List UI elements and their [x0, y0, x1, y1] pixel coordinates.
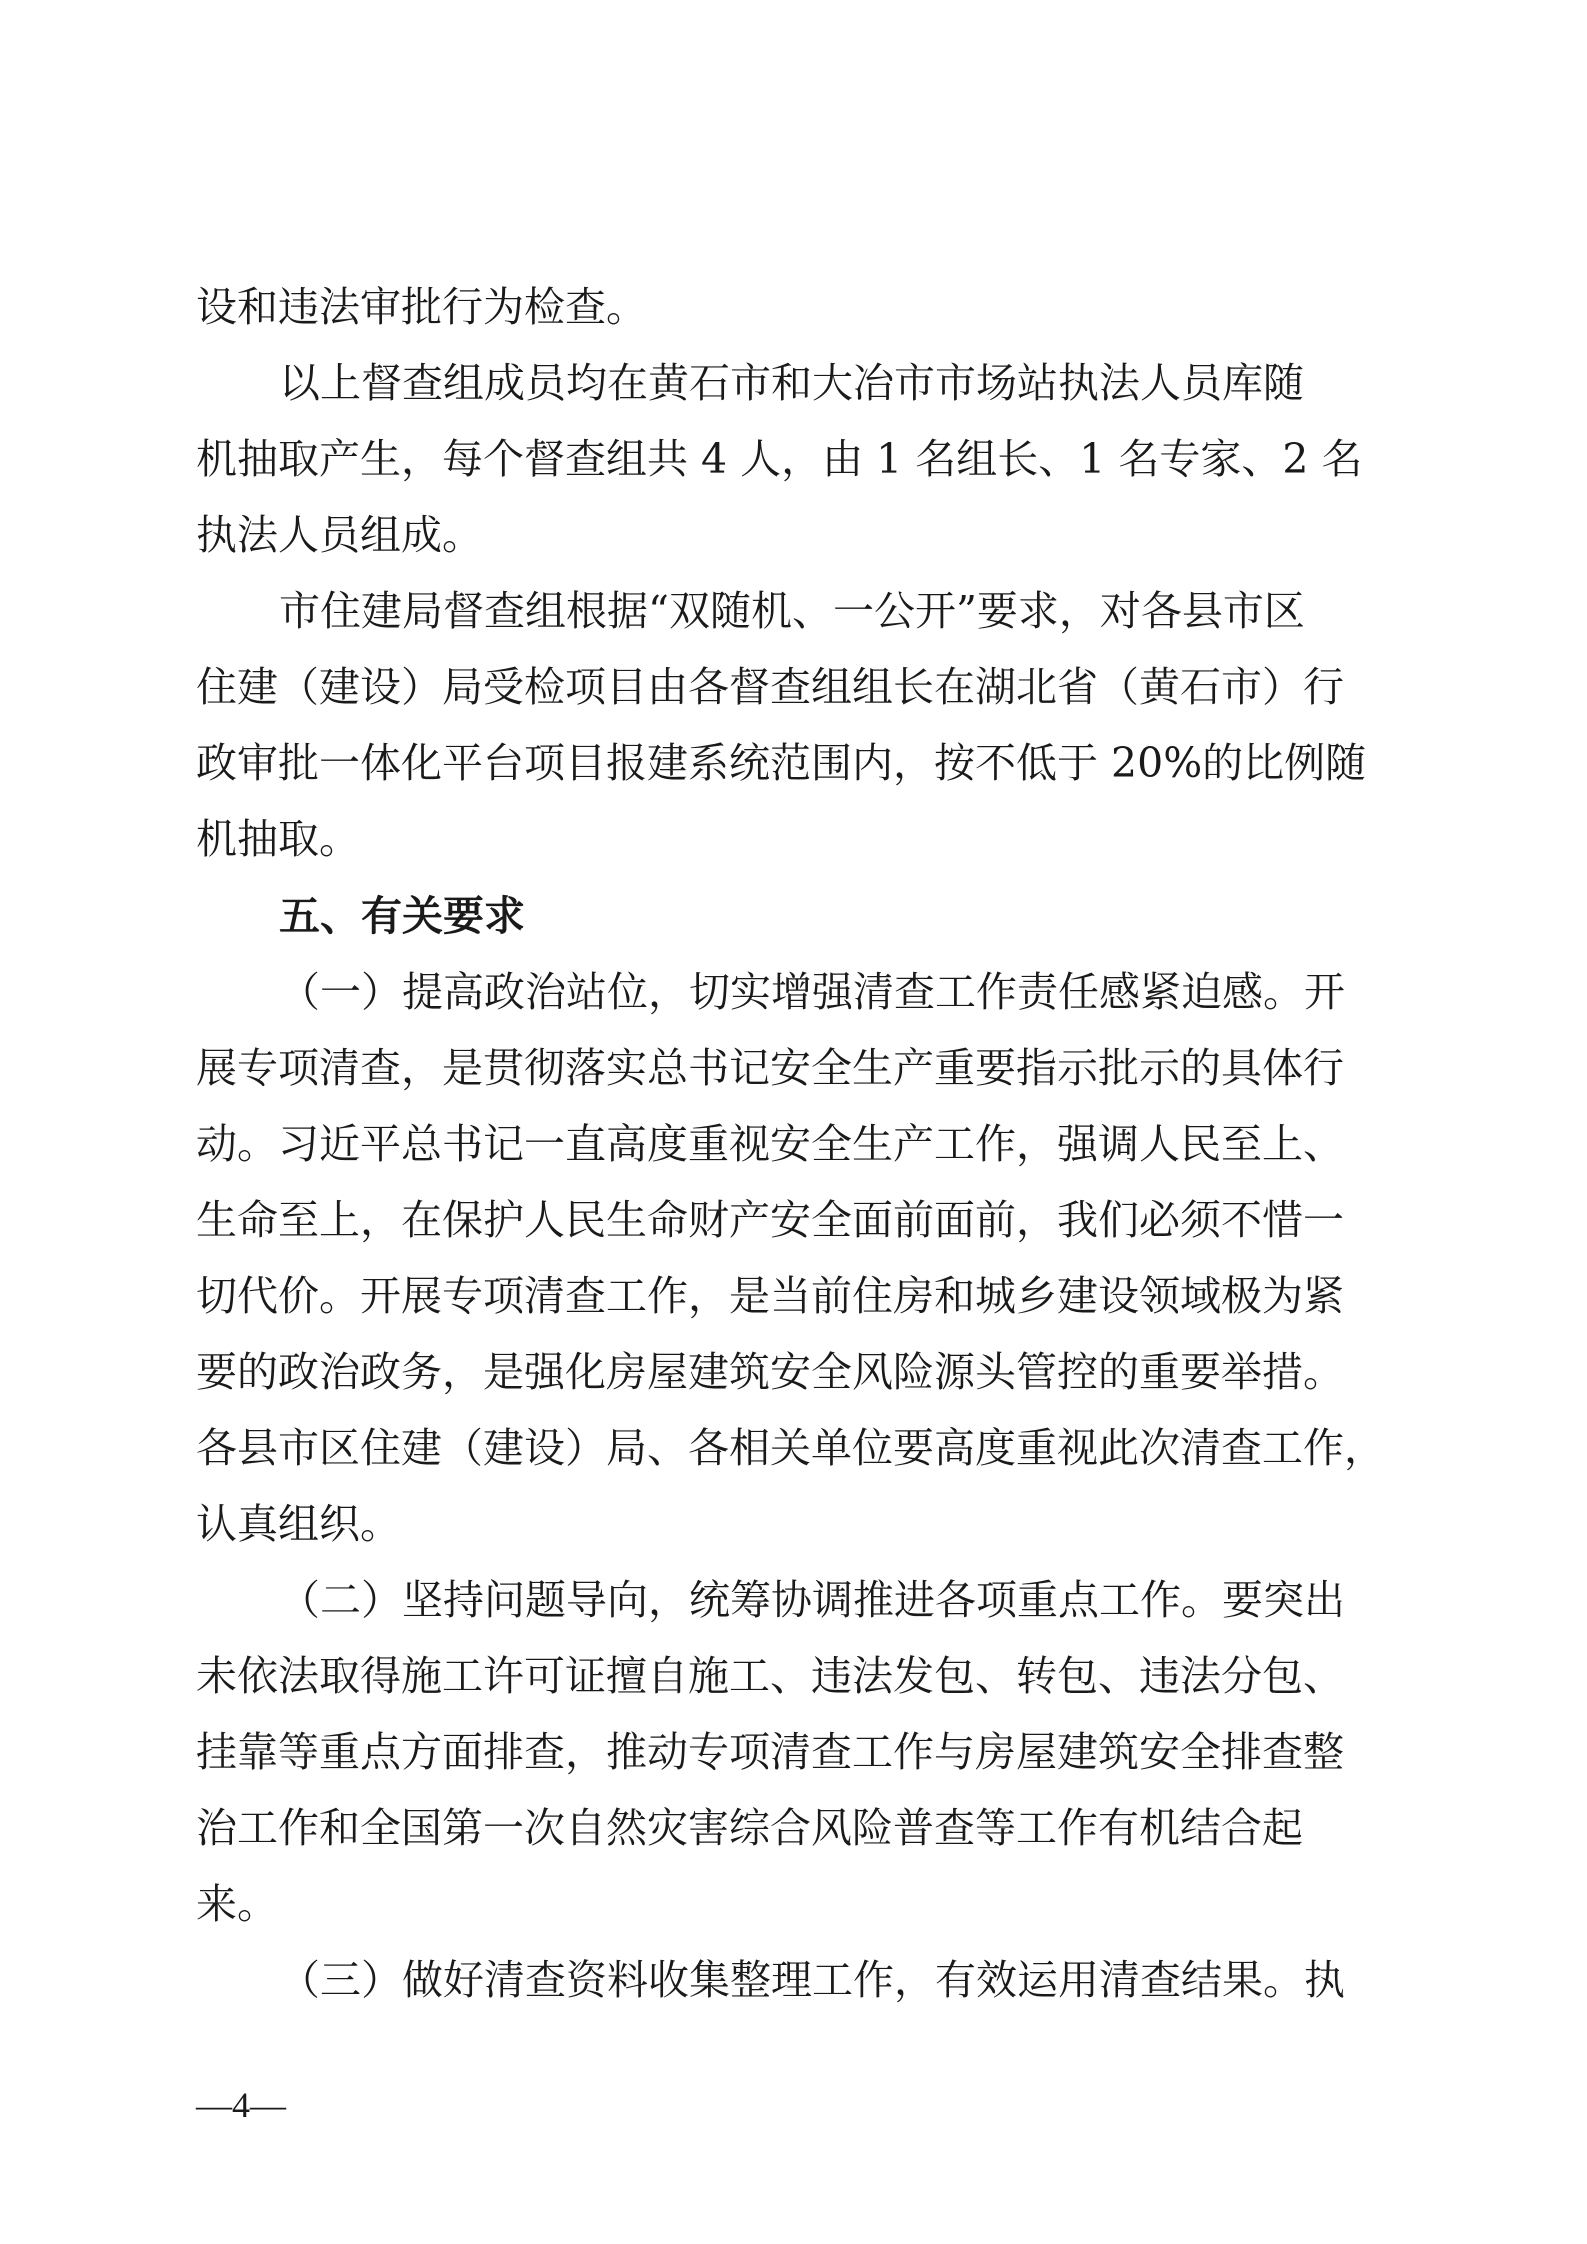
- text-line: 机抽取。: [196, 815, 360, 863]
- text-line: 各县市区住建（建设）局、各相关单位要高度重视此次清查工作，: [196, 1424, 1385, 1472]
- text-line: 政审批一体化平台项目报建系统范围内，按不低于 20%的比例随: [196, 739, 1367, 787]
- text-line: 治工作和全国第一次自然灾害综合风险普查等工作有机结合起: [196, 1804, 1303, 1852]
- text-line: 切代价。开展专项清查工作，是当前住房和城乡建设领域极为紧: [196, 1272, 1344, 1320]
- text-line: 挂靠等重点方面排查，推动专项清查工作与房屋建筑安全排查整: [196, 1728, 1344, 1776]
- text-line: 未依法取得施工许可证擅自施工、违法发包、转包、违法分包、: [196, 1652, 1344, 1700]
- text-line: 住建（建设）局受检项目由各督查组组长在湖北省（黄石市）行: [196, 663, 1344, 711]
- text-line: 生命至上，在保护人民生命财产安全面前面前，我们必须不惜一: [196, 1196, 1344, 1244]
- text-line: 要的政治政务，是强化房屋建筑安全风险源头管控的重要举措。: [196, 1348, 1344, 1396]
- text-line: 展专项清查，是贯彻落实总书记安全生产重要指示批示的具体行: [196, 1044, 1344, 1092]
- paragraph-start-line: （二）坚持问题导向，统筹协调推进各项重点工作。要突出: [279, 1576, 1345, 1624]
- text-line: 认真组织。: [196, 1500, 401, 1548]
- paragraph-start-line: 市住建局督查组根据“双随机、一公开”要求，对各县市区: [279, 587, 1305, 635]
- paragraph-start-line: （一）提高政治站位，切实增强清查工作责任感紧迫感。开: [279, 968, 1345, 1016]
- paragraph-start-line: （三）做好清查资料收集整理工作，有效运用清查结果。执: [279, 1956, 1345, 2004]
- text-line: 机抽取产生，每个督查组共 4 人，由 1 名组长、1 名专家、2 名: [196, 435, 1363, 483]
- text-line: 执法人员组成。: [196, 511, 483, 559]
- text-line: 动。习近平总书记一直高度重视安全生产工作，强调人民至上、: [196, 1120, 1344, 1168]
- paragraph-start-line: 以上督查组成员均在黄石市和大冶市市场站执法人员库随: [279, 359, 1304, 407]
- section-heading: 五、有关要求: [279, 892, 525, 940]
- text-line: 来。: [196, 1880, 278, 1928]
- text-line: 设和违法审批行为检查。: [196, 283, 647, 331]
- page-number: —4—: [196, 2085, 286, 2125]
